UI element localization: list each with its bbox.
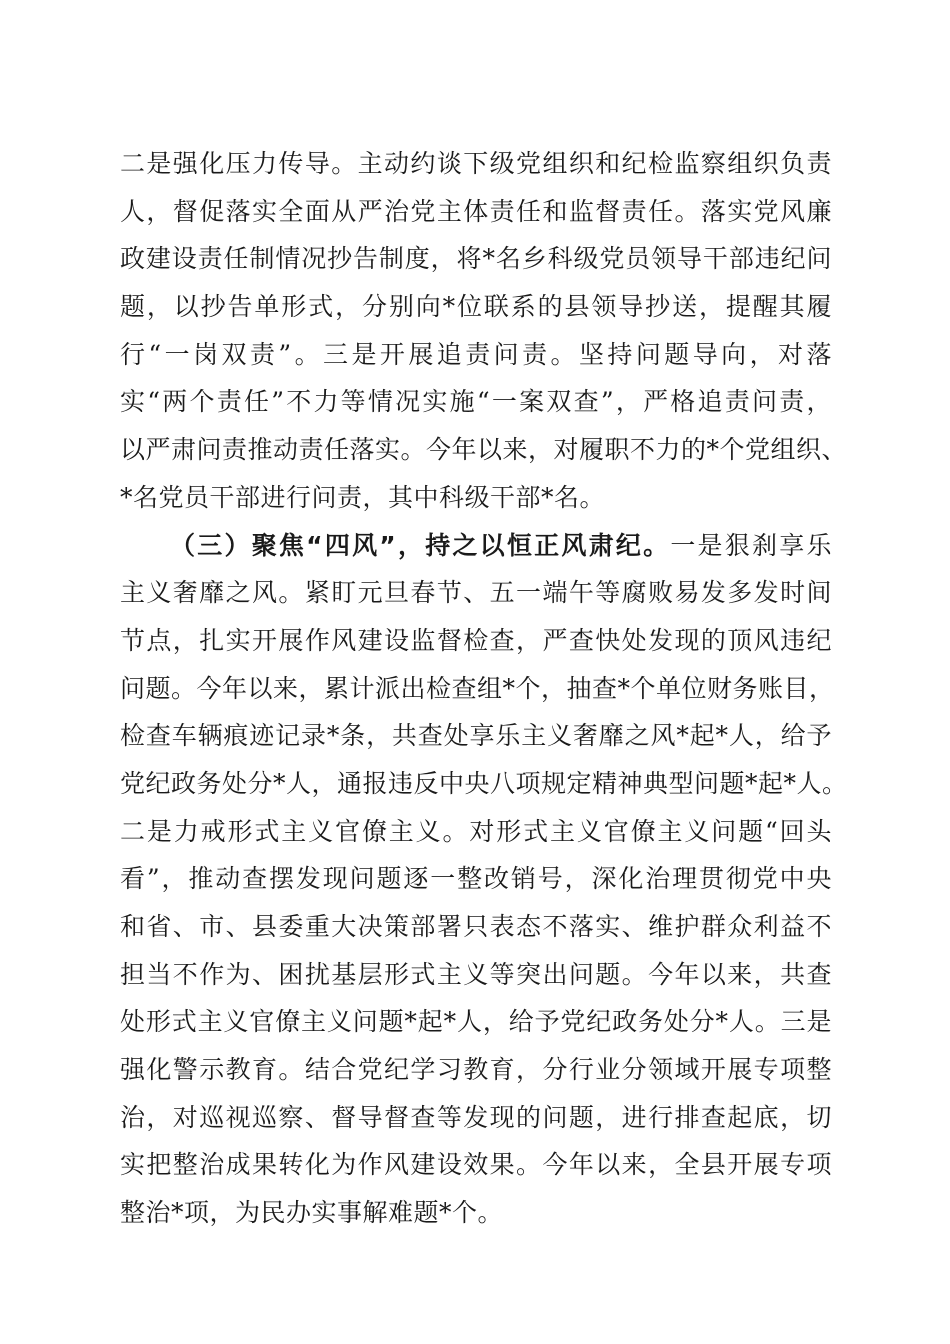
- text-line: 担当不作为、困扰基层形式主义等突出问题。今年以来，共查: [120, 959, 832, 989]
- text-line: 行“一岗双责”。三是开展追责问责。坚持问题导向，对落: [120, 339, 832, 369]
- text-line: 题，以抄告单形式，分别向*位联系的县领导抄送，提醒其履: [120, 292, 832, 322]
- text-line: 以严肃问责推动责任落实。今年以来，对履职不力的*个党组织、: [120, 435, 848, 465]
- text-line: 实“两个责任”不力等情况实施“一案双查”，严格追责问责，: [120, 387, 832, 417]
- text-line: 人，督促落实全面从严治党主体责任和监督责任。落实党风廉: [120, 196, 832, 226]
- text-line: 问题。今年以来，累计派出检查组*个，抽查*个单位财务账目，: [120, 673, 835, 703]
- text-line: 处形式主义官僚主义问题*起*人，给予党纪政务处分*人。三是: [120, 1007, 832, 1037]
- text-line: *名党员干部进行问责，其中科级干部*名。: [120, 482, 606, 512]
- text-line: 党纪政务处分*人，通报违反中央八项规定精神典型问题*起*人。: [120, 768, 848, 798]
- text-line: 治，对巡视巡察、督导督查等发现的问题，进行排查起底，切: [120, 1102, 832, 1132]
- text-line: 检查车辆痕迹记录*条，共查处享乐主义奢靡之风*起*人，给予: [120, 721, 832, 751]
- document-body: [120, 140, 848, 1237]
- text-line: 节点，扎实开展作风建设监督检查，严查快处发现的顶风违纪: [120, 625, 832, 655]
- section-heading: （三）聚焦“四风”，持之以恒正风肃纪。: [170, 530, 671, 560]
- text-line: 二是力戒形式主义官僚主义。对形式主义官僚主义问题“回头: [120, 816, 832, 846]
- text-line: 政建设责任制情况抄告制度，将*名乡科级党员领导干部违纪问: [120, 244, 832, 274]
- text-line: 主义奢靡之风。紧盯元旦春节、五一端午等腐败易发多发时间: [120, 578, 832, 608]
- text-line: 和省、市、县委重大决策部署只表态不落实、维护群众利益不: [120, 912, 832, 941]
- text-line: 强化警示教育。结合党纪学习教育，分行业分领域开展专项整: [120, 1055, 832, 1085]
- section-heading-line: [120, 522, 832, 570]
- text-line: 实把整治成果转化为作风建设效果。今年以来，全县开展专项: [120, 1150, 832, 1180]
- text-line: 整治*项，为民办实事解难题*个。: [120, 1198, 504, 1228]
- text-fragment: 一是狠刹享乐: [670, 530, 832, 560]
- text-line: 二是强化压力传导。主动约谈下级党组织和纪检监察组织负责: [120, 149, 832, 178]
- text-line: 看”，推动查摆发现问题逐一整改销号，深化治理贯彻党中央: [120, 864, 832, 894]
